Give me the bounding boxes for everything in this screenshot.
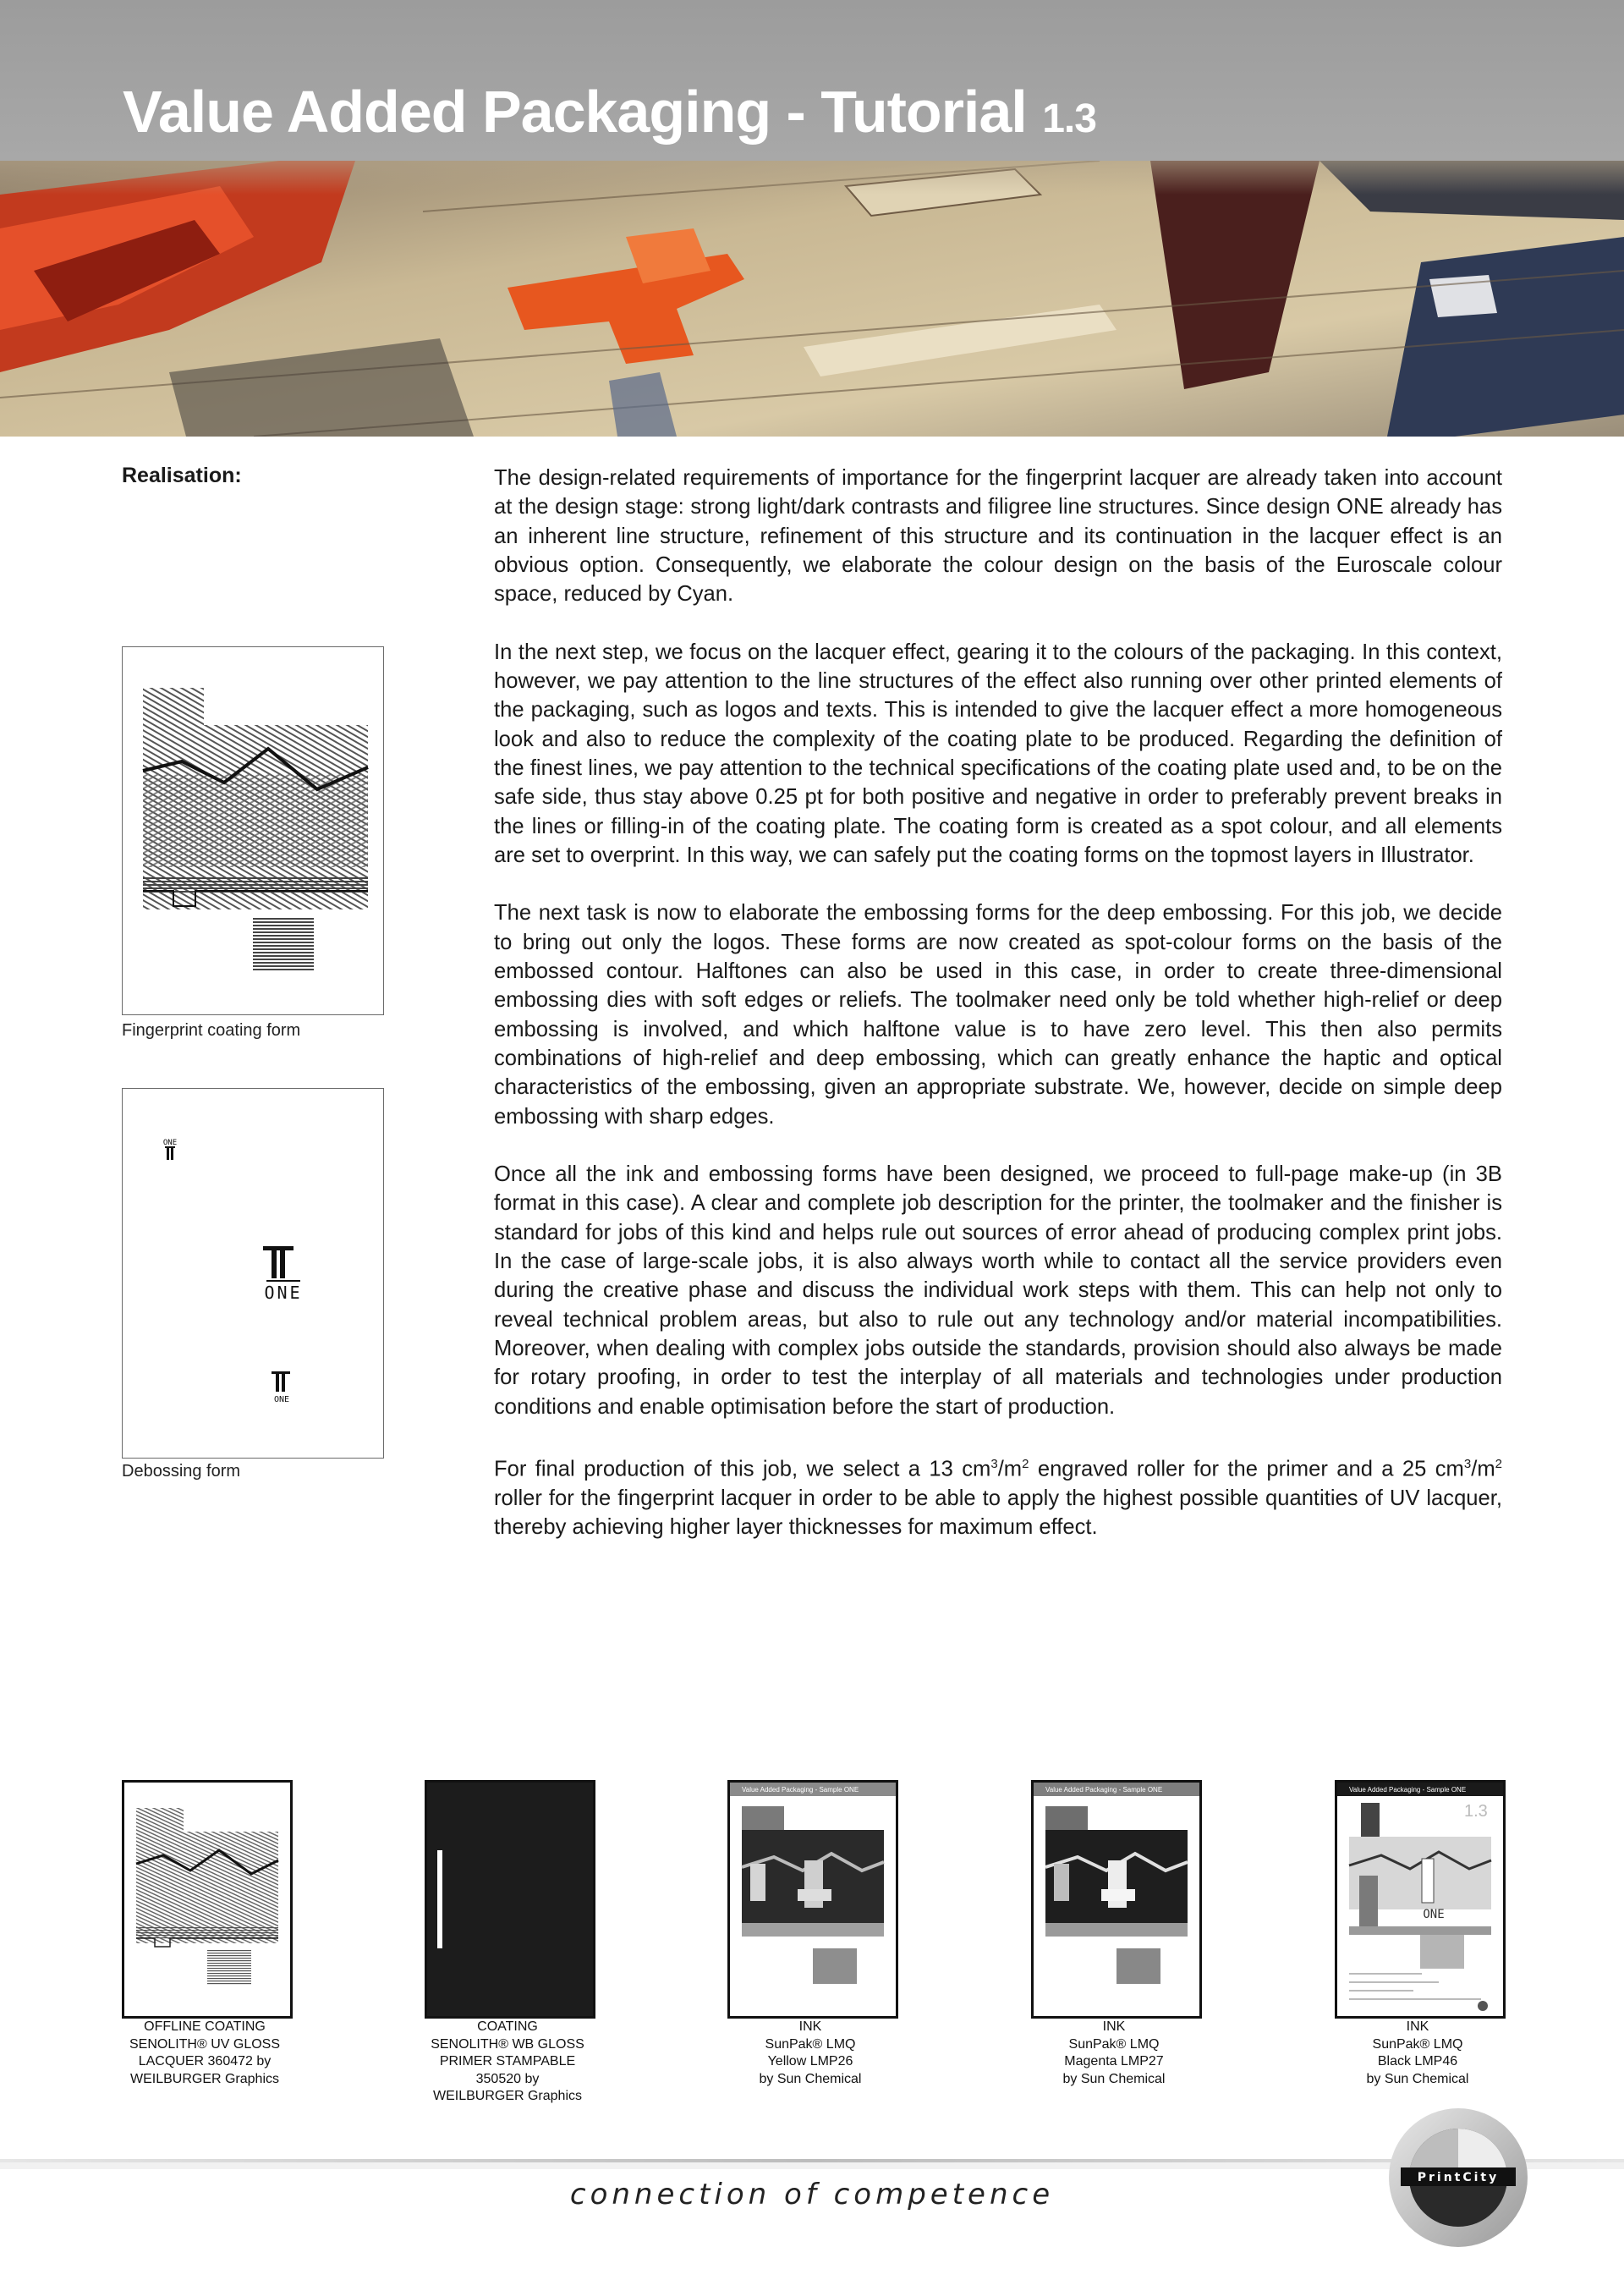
- swatch-yellow-ink: [727, 1780, 898, 2019]
- section-label: Realisation:: [122, 464, 242, 487]
- version-number: 1.3: [1042, 96, 1096, 141]
- paragraph: The next task is now to elaborate the embossing forms for the deep embossing. For this job, we decide to bring out only the logos. These forms are now created as spot-colour forms on the basis of the embossed contour. Halftones can also be used in this case, in order to create three-dimensional embossing dies with soft edges or reliefs. The toolmaker need only be told whether high-relief or deep embossing is involved, and which halftone value is to have zero level. This then also permits combinations of high-relief and deep embossing, which can greatly enhance the haptic and optical characteristics of the embossing, given an appropriate substrate. We, however, decide on simple deep embossing with sharp edges.: [494, 901, 1502, 1129]
- debossing-figure: [122, 1088, 384, 1459]
- footer-band: [0, 2162, 1624, 2169]
- logo-small-top: [163, 1139, 177, 1160]
- swatch-black-ink: [1335, 1780, 1506, 2019]
- swatch-caption-3: INK SunPak® LMQ Yellow LMP26 by Sun Chemical: [759, 2019, 862, 2086]
- paragraph: Once all the ink and embossing forms have been designed, we proceed to full-page make-up (in 3B format in this case). A clear and complete job description for the printer, the toolmaker and the finisher is standard for jobs of this kind and helps rule out sources of error ahead of producing complex print jobs. In the case of large-scale jobs, it is also always worth while to contact all the service providers even during the creative phase and discuss the individual work steps with them. This can help not only to reveal technical problem areas, but also to rule out any technology and/or material incompatibilities. Moreover, when dealing with complex jobs outside the standards, provision should also always be made for rotary proofing, in order to test the interplay of all materials and technologies under production conditions and enable optimisation before the start of production.: [494, 1162, 1502, 1419]
- swatch-caption-1: OFFLINE COATING SENOLITH® UV GLOSS LACQUER 360472 by WEILBURGER Graphics: [129, 2019, 281, 2086]
- footer-tagline: connection of competence: [569, 2178, 1055, 2211]
- svg-text:ONE: ONE: [264, 1283, 303, 1303]
- swatch-caption-5: INK SunPak® LMQ Black LMP46 by Sun Chemical: [1366, 2019, 1469, 2086]
- svg-text:1.3: 1.3: [1464, 1802, 1488, 1821]
- paragraph: In the next step, we focus on the lacquer effect, gearing it to the colours of the packaging. In this context, however, we pay attention to the line structures of the effect also running over other printed elements of the packaging, such as logos and texts. This is intended to give the lacquer effect a more homogeneous look and also to reduce the complexity of the coating plate to be produced. Regarding the definition of the finest lines, we pay attention to the technical specifications of the coating plate used and, to be on the safe side, thus stay above 0.25 pt for both positive and negative in order to preferably prevent breaks in the lines or filling-in of the coating plate. The coating form is created as a spot colour, and all elements are set to overprint. In this way, we can safely put the coating forms on the topmost layers in Illustrator.: [494, 640, 1502, 867]
- fingerprint-caption: Fingerprint coating form: [122, 1021, 301, 1040]
- paragraph-final: For final production of this job, we select a 13 $cm^3/m^2$ engraved roller for the primer and a 25 $cm^3/m^2$ roller for the fingerprint lacquer in order to be able to apply the highest possible quantities of UV lacquer, thereby achieving higher layer thicknesses for maximum effect.: [494, 1457, 1502, 1540]
- header-bar: [0, 0, 1624, 161]
- swatch-caption-2: COATING SENOLITH® WB GLOSS PRIMER STAMPABLE 350520 by WEILBURGER Graphics: [431, 2019, 584, 2103]
- svg-text:ONE: ONE: [273, 1395, 290, 1404]
- paragraph: The design-related requirements of importance for the fingerprint lacquer are already taken into account at the design stage: strong light/dark contrasts and filigree line structures. Since design ONE already has an inherent line structure, refinement of this structure and its continuation in the lacquer effect is an obvious option. Consequently, we elaborate the colour design on the basis of the Euroscale colour space, reduced by Cyan.: [494, 466, 1502, 607]
- svg-text:Value Added Packaging - Sample: Value Added Packaging - Sample ONE: [1349, 1786, 1467, 1794]
- swatch-offline-coating: [122, 1780, 293, 2019]
- svg-text:PrintCity: PrintCity: [1417, 2171, 1500, 2184]
- swatch-primer-coating: [425, 1780, 595, 2019]
- page-title: Value Added Packaging - Tutorial 1.3: [123, 79, 1096, 145]
- header-photo: [0, 161, 1624, 437]
- fingerprint-coating-figure: [122, 646, 384, 1015]
- printcity-logo: [1382, 2101, 1534, 2254]
- svg-text:Value Added Packaging - Sample: Value Added Packaging - Sample ONE: [1045, 1786, 1163, 1794]
- logo-large: [263, 1246, 303, 1303]
- swatch-magenta-ink: [1031, 1780, 1202, 2019]
- swatch-caption-4: INK SunPak® LMQ Magenta LMP27 by Sun Chemical: [1062, 2019, 1166, 2086]
- svg-text:Value Added Packaging - Sample: Value Added Packaging - Sample ONE: [742, 1786, 859, 1794]
- body-text: [494, 464, 1502, 1571]
- svg-text:ONE: ONE: [1423, 1908, 1445, 1921]
- svg-text:ONE: ONE: [162, 1139, 178, 1147]
- logo-medium: [272, 1371, 290, 1404]
- debossing-caption: Debossing form: [122, 1462, 241, 1481]
